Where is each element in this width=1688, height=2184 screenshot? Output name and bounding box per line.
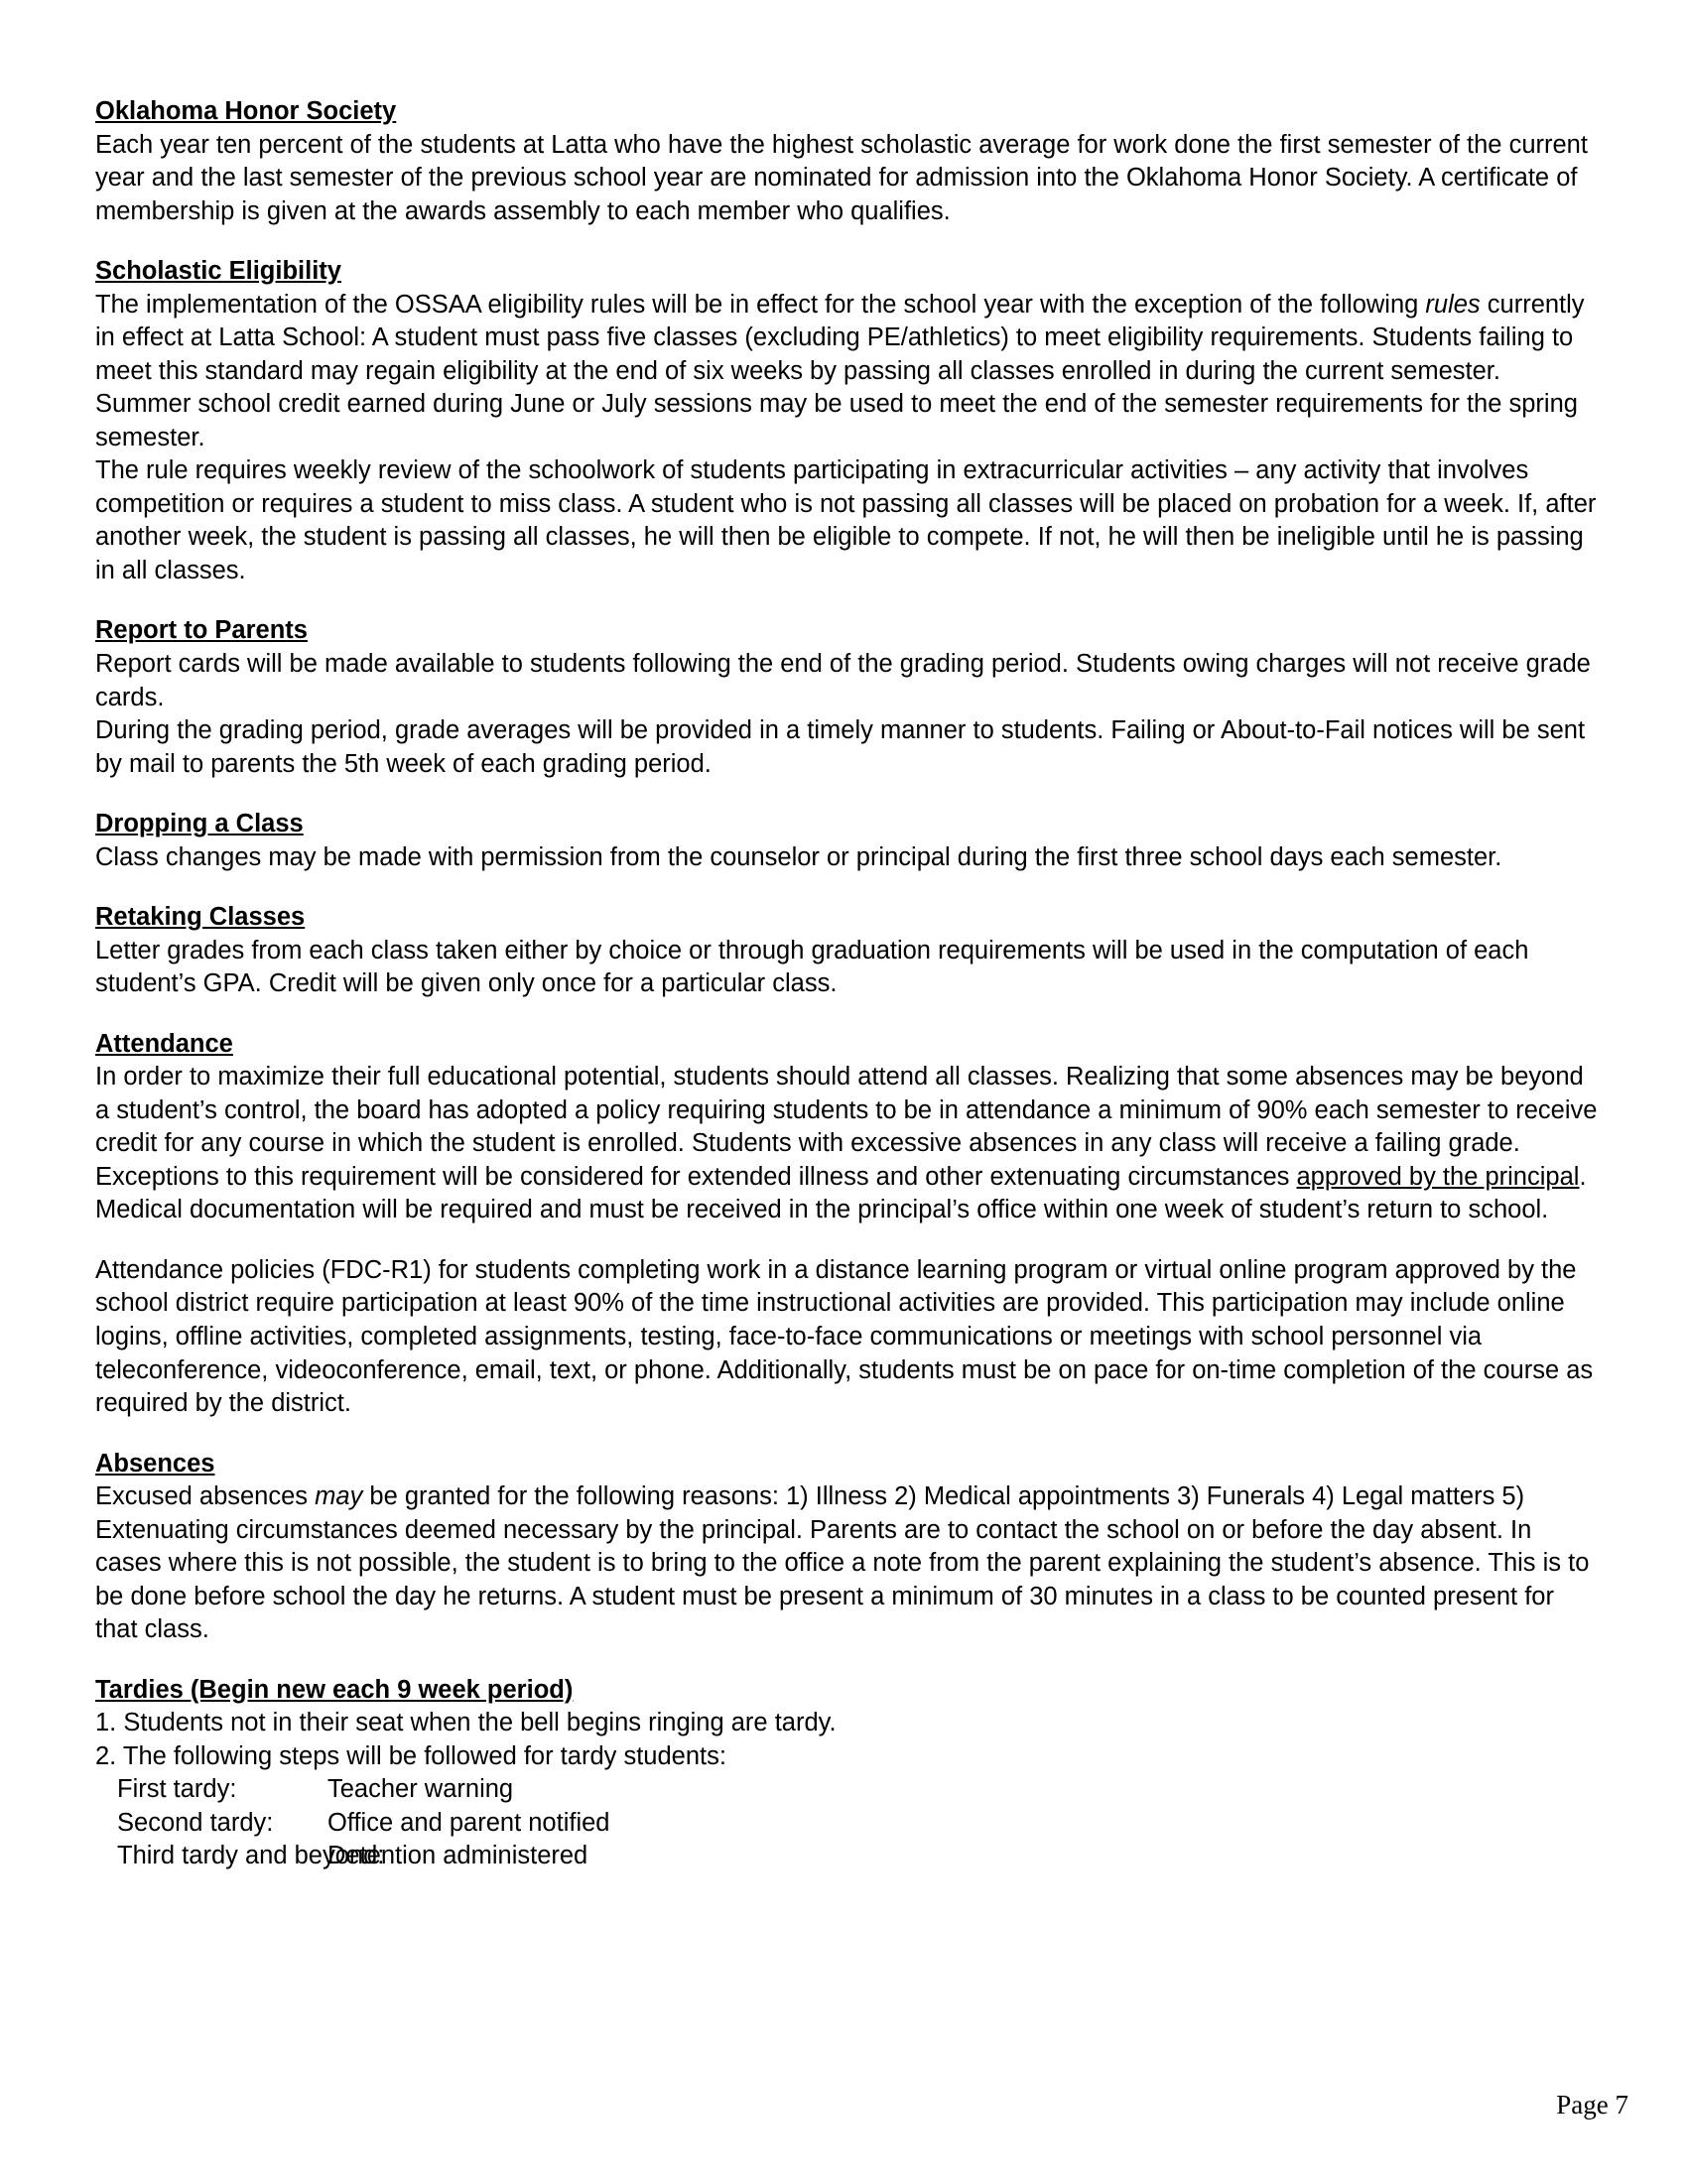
tardy-step-label: Second tardy: <box>117 1808 274 1837</box>
text-run: The implementation of the OSSAA eligibility rules will be in effect for the school year with the exception of the following <box>95 290 1426 319</box>
tardies-list-item-2: 2. The following steps will be followed for tardy students: <box>95 1741 726 1770</box>
tardy-step-label: First tardy: <box>117 1775 237 1804</box>
spacer <box>95 1001 1599 1028</box>
paragraph-oklahoma-honor-society: Each year ten percent of the students at Latta who have the highest scholastic average for work done the first semester of the current year and the last semester of the previous school year are nominated for admission into the Oklahoma Honor Society. A certificate of membership is given at the awards assembly to each member who qualifies. <box>95 130 1588 225</box>
heading-tardies <box>95 1674 1599 1708</box>
heading-scholastic-eligibility <box>95 255 1599 289</box>
document-body <box>95 95 1599 1873</box>
paragraph-dropping-a-class: Class changes may be made with permission from the counselor or principal during the first three school days each semester. <box>95 842 1502 871</box>
heading-text: Absences <box>95 1449 215 1477</box>
heading-text: Tardies (Begin new each 9 week period) <box>95 1675 574 1704</box>
spacer <box>95 228 1599 255</box>
text-run: In order to maximize their full educational potential, students should attend all classes. Realizing that some absences may be beyond a student’s control, the board has adopted a policy requiring students to be in attendance a minimum of 90% each semester to receive credit for any course in which the student is enrolled. Students with excessive absences in any class will receive a failing grade. Exceptions to this requirement will be considered for extended illness and other extenuating circumstances <box>95 1063 1598 1191</box>
paragraph-scholastic-eligibility-2: The rule requires weekly review of the schoolwork of students participating in extracurricular activities – any activity that involves competition or requires a student to miss class. A student who is not passing all classes will be placed on probation for a week. If, after another week, the student is passing all classes, he will then be eligible to compete. If not, he will then be ineligible until he is passing in all classes. <box>95 456 1597 584</box>
heading-text: Report to Parents <box>95 616 308 645</box>
heading-retaking-classes <box>95 901 1599 935</box>
italic-run-may: may <box>315 1482 363 1511</box>
heading-oklahoma-honor-society <box>95 95 1599 129</box>
spacer <box>95 1647 1599 1674</box>
paragraph-report-to-parents-2: During the grading period, grade averages will be provided in a timely manner to students. Failing or About-to-Fail notices will be sent by mail to parents the 5th week of each grading period. <box>95 716 1586 778</box>
heading-text: Scholastic Eligibility <box>95 257 341 286</box>
text-run: currently in effect at Latta School: A student must pass five classes (excluding PE/athletics) to meet eligibility requirements. Students failing to meet this standard may regain eligibility at the end of six weeks by passing all classes enrolled in during the current semester. Summer school credit earned during June or July sessions may be used to meet the end of the semester requirements for the spring semester. <box>95 290 1585 451</box>
tardy-step-row <box>95 1807 1599 1841</box>
spacer <box>95 1227 1599 1254</box>
tardy-step-row <box>95 1840 1599 1873</box>
tardy-step-label: Third tardy and beyond: <box>117 1842 385 1870</box>
spacer <box>95 1421 1599 1448</box>
paragraph-report-to-parents-1: Report cards will be made available to students following the end of the grading period. Students owing charges will not receive grade cards. <box>95 649 1591 711</box>
tardy-step-row <box>95 1773 1599 1807</box>
tardy-step-action: Office and parent notified <box>327 1808 610 1837</box>
underlined-run-approved-by-the-principal: approved by the principal <box>1296 1162 1580 1191</box>
heading-absences <box>95 1448 1599 1481</box>
tardies-list-item-1: 1. Students not in their seat when the bell begins ringing are tardy. <box>95 1709 837 1737</box>
tardy-step-action: Detention administered <box>327 1842 588 1870</box>
heading-dropping-a-class <box>95 808 1599 841</box>
heading-text: Retaking Classes <box>95 903 306 932</box>
text-run: Excused absences <box>95 1482 316 1511</box>
spacer <box>95 781 1599 808</box>
text-run: . Medical documentation will be required and must be received in the principal’s office within one week of student’s return to school. <box>95 1162 1587 1224</box>
italic-run-rules: rules <box>1425 290 1481 319</box>
text-run: be granted for the following reasons: 1) Illness 2) Medical appointments 3) Funerals 4) Legal matters 5) Extenuating circumstances deemed necessary by the principal. Parents are to contact the school on or before the day absent. In cases where this is not possible, the student is to bring to the office a note from the parent explaining the student’s absence. This is to be done before school the day he returns. A student must be present a minimum of 30 minutes in a class to be counted present for that class. <box>95 1482 1590 1644</box>
heading-attendance <box>95 1028 1599 1062</box>
tardy-step-action: Teacher warning <box>327 1775 514 1804</box>
paragraph-absences <box>95 1480 1599 1647</box>
heading-text: Dropping a Class <box>95 810 304 838</box>
paragraph-scholastic-eligibility-1 <box>95 289 1599 455</box>
heading-text: Attendance <box>95 1029 233 1058</box>
paragraph-attendance-2: Attendance policies (FDC-R1) for students completing work in a distance learning program or virtual online program approved by the school district require participation at least 90% of the time instructional activities are provided. This participation may include online logins, offline activities, completed assignments, testing, face-to-face communications or meetings with school personnel via teleconference, videoconference, email, text, or phone. Additionally, students must be on pace for on-time completion of the course as required by the district. <box>95 1255 1594 1418</box>
paragraph-attendance-1 <box>95 1061 1599 1227</box>
heading-text: Oklahoma Honor Society <box>95 97 397 125</box>
spacer <box>95 587 1599 614</box>
paragraph-retaking-classes: Letter grades from each class taken either by choice or through graduation requirements will be used in the computation of each student’s GPA. Credit will be given only once for a particular class. <box>95 936 1529 998</box>
heading-report-to-parents <box>95 614 1599 648</box>
page-footer: Page 7 <box>1556 2090 1628 2120</box>
spacer <box>95 874 1599 901</box>
